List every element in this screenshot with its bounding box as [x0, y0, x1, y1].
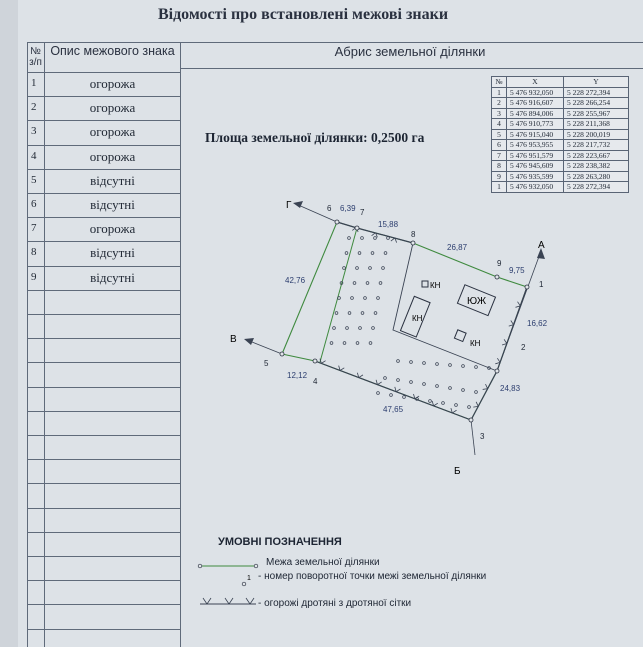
building-kn-small-label: КН	[470, 339, 481, 348]
coord-cell-y: 5 228 272,394	[564, 87, 629, 98]
legend-boundary-text: Межа земельної ділянки	[266, 557, 380, 568]
point-label-8: 8	[411, 230, 416, 239]
legend-boundary-point-left	[198, 564, 202, 568]
tree-dot	[353, 282, 356, 285]
direction-line-b	[471, 420, 475, 455]
direction-arrow-v	[244, 338, 254, 345]
fence-tick	[485, 384, 487, 389]
coord-cell-n: 5	[492, 129, 507, 140]
fence-tick	[340, 368, 344, 371]
tree-dot	[377, 297, 380, 300]
row-number: 4	[31, 149, 37, 162]
row-number: 3	[31, 125, 37, 138]
coord-cell-n: 2	[492, 98, 507, 109]
turning-point-2	[495, 369, 499, 373]
fence-line-north	[337, 222, 413, 243]
tree-dot	[348, 312, 351, 315]
coord-cell-y: 5 228 238,382	[564, 161, 629, 172]
legend-title: УМОВНІ ПОЗНАЧЕННЯ	[218, 536, 342, 548]
point-label-2: 2	[521, 343, 526, 352]
inner-fence-west	[393, 243, 497, 371]
turning-point-4	[313, 359, 317, 363]
tree-dot	[343, 267, 346, 270]
fence-tick	[396, 389, 400, 392]
direction-v: В	[230, 334, 237, 345]
tree-dot	[436, 385, 439, 388]
tree-dot	[455, 404, 458, 407]
coord-header-number: №	[492, 77, 507, 88]
fence-tick	[518, 302, 521, 306]
header-number: № з/п	[29, 46, 42, 68]
coord-cell-x: 5 476 951,579	[507, 150, 564, 161]
coord-cell-n: 7	[492, 150, 507, 161]
tree-dot	[343, 342, 346, 345]
fence-tick	[497, 358, 500, 362]
tree-dot	[359, 327, 362, 330]
row-number: 5	[31, 173, 37, 186]
tree-dot	[410, 381, 413, 384]
tree-dot	[436, 363, 439, 366]
tree-dot	[410, 361, 413, 364]
length-6-7: 6,39	[340, 204, 356, 213]
turning-point-6	[335, 220, 339, 224]
point-label-5: 5	[264, 359, 269, 368]
row-number: 9	[31, 270, 37, 283]
tree-dot	[442, 402, 445, 405]
row-number: 6	[31, 198, 37, 210]
row-description: відсутні	[90, 172, 135, 188]
row-description: відсутні	[90, 245, 135, 261]
tree-dot	[423, 383, 426, 386]
coord-cell-x: 5 476 935,599	[507, 171, 564, 182]
coord-cell-x: 5 476 915,040	[507, 129, 564, 140]
row-number: 2	[31, 101, 37, 114]
tree-dot	[397, 379, 400, 382]
legend-point-sample: 1	[247, 575, 251, 582]
direction-arrow-g	[293, 201, 303, 208]
coord-cell-y: 5 228 211,368	[564, 119, 629, 130]
tree-dot	[423, 362, 426, 365]
tree-dot	[449, 364, 452, 367]
tree-dot	[397, 360, 400, 363]
coord-cell-y: 5 228 263,280	[564, 171, 629, 182]
tree-dot	[351, 297, 354, 300]
point-label-9: 9	[497, 259, 502, 268]
tree-dot	[356, 342, 359, 345]
fence-tick	[372, 233, 376, 236]
tree-dot	[384, 252, 387, 255]
tree-dot	[358, 252, 361, 255]
length-4-5: 12,12	[287, 371, 308, 380]
turning-point-7	[355, 226, 359, 230]
fence-tick	[504, 339, 507, 343]
tree-dot	[369, 342, 372, 345]
row-description: огорожа	[89, 76, 136, 91]
length-1-2: 16,62	[527, 319, 548, 328]
coord-cell-y: 5 228 200,019	[564, 129, 629, 140]
header-abris: Абрис земельної ділянки	[334, 44, 486, 59]
point-label-1: 1	[539, 280, 544, 289]
building-kn-well-label: КН	[430, 281, 441, 290]
turning-point-9	[495, 275, 499, 279]
point-label-4: 4	[313, 377, 318, 386]
tree-dot	[379, 282, 382, 285]
tree-dot	[429, 400, 432, 403]
row-description: огорожа	[89, 124, 136, 140]
tree-dot	[372, 327, 375, 330]
coord-cell-y: 5 228 272,394	[564, 182, 629, 193]
fence-tick	[359, 375, 363, 378]
page-title: Відомості про встановлені межові знаки	[157, 6, 449, 23]
tree-dot	[475, 366, 478, 369]
fence-tick	[511, 320, 514, 324]
fence-tick	[391, 238, 395, 241]
coord-cell-n: 3	[492, 108, 507, 119]
row-description: огорожа	[89, 148, 136, 164]
tree-dot	[462, 389, 465, 392]
turning-point-1	[525, 285, 529, 289]
tree-dot	[449, 387, 452, 390]
fence-tick	[321, 361, 325, 364]
row-number: 8	[31, 246, 37, 259]
legend-point-symbol	[242, 582, 246, 586]
coord-cell-x: 5 476 916,607	[507, 98, 564, 109]
turning-point-8	[411, 241, 415, 245]
row-description: огорожа	[89, 100, 136, 116]
coord-cell-n: 1	[492, 87, 507, 98]
turning-point-5	[280, 352, 284, 356]
coord-cell-x: 5 476 910,773	[507, 119, 564, 130]
fence-tick	[434, 403, 438, 406]
row-description: відсутні	[90, 197, 135, 212]
tree-dot	[335, 312, 338, 315]
direction-b: Б	[454, 466, 461, 477]
turning-point-3	[469, 418, 473, 422]
length-2-3: 24,83	[500, 384, 521, 393]
building-kn-well	[422, 281, 428, 287]
tree-dot	[366, 282, 369, 285]
orchard-dots	[330, 237, 490, 409]
tree-dot	[374, 312, 377, 315]
length-3-4: 47,65	[383, 405, 404, 414]
coord-header-x: X	[507, 77, 564, 88]
tree-dot	[374, 237, 377, 240]
tree-dot	[345, 252, 348, 255]
coord-cell-y: 5 228 223,667	[564, 150, 629, 161]
direction-line-v	[247, 340, 282, 354]
coord-cell-x: 5 476 945,609	[507, 161, 564, 172]
coord-cell-y: 5 228 217,732	[564, 140, 629, 151]
coord-cell-x: 5 476 932,050	[507, 182, 564, 193]
direction-g: Г	[286, 200, 292, 211]
coord-cell-y: 5 228 255,967	[564, 108, 629, 119]
tree-dot	[364, 297, 367, 300]
area-label: Площа земельної ділянки: 0,2500 га	[205, 130, 425, 145]
length-5-6: 42,76	[285, 276, 306, 285]
tree-dot	[462, 365, 465, 368]
coord-cell-n: 6	[492, 140, 507, 151]
tree-dot	[371, 252, 374, 255]
building-kn-main-label: КН	[412, 314, 423, 323]
point-label-3: 3	[480, 432, 485, 441]
tree-dot	[348, 237, 351, 240]
header-description: Опис межового знака	[50, 44, 175, 58]
tree-dot	[384, 377, 387, 380]
direction-a: А	[538, 240, 545, 251]
row-description: відсутні	[90, 269, 135, 285]
fence-tick	[377, 382, 381, 385]
coord-cell-x: 5 476 932,050	[507, 87, 564, 98]
tree-dot	[356, 267, 359, 270]
legend-fence-ticks	[203, 598, 254, 604]
coord-cell-x: 5 476 894,006	[507, 108, 564, 119]
tree-dot	[468, 406, 471, 409]
building-yuzh-label: ЮЖ	[467, 296, 487, 307]
coord-cell-n: 9	[492, 171, 507, 182]
tree-dot	[387, 237, 390, 240]
tree-dot	[377, 392, 380, 395]
length-9-1: 9,75	[509, 266, 525, 275]
tree-dot	[361, 237, 364, 240]
building-kn-small	[454, 330, 466, 342]
length-7-8: 15,88	[378, 220, 399, 229]
tree-dot	[390, 394, 393, 397]
tree-dot	[333, 327, 336, 330]
fence-tick	[476, 402, 478, 407]
coord-header-y: Y	[564, 77, 629, 88]
coord-cell-n: 8	[492, 161, 507, 172]
legend-fence-text: - огорожі дротяні з дротяної сітки	[258, 598, 412, 609]
tree-dot	[330, 342, 333, 345]
fence-tick	[452, 410, 456, 413]
row-number: 7	[31, 222, 37, 235]
point-label-7: 7	[360, 208, 365, 217]
point-label-6: 6	[327, 204, 332, 213]
tree-dot	[475, 391, 478, 394]
length-8-9: 26,87	[447, 243, 468, 252]
row-number: 1	[31, 77, 37, 89]
coord-cell-n: 4	[492, 119, 507, 130]
legend-boundary-point-right	[254, 564, 258, 568]
tree-dot	[346, 327, 349, 330]
tree-dot	[361, 312, 364, 315]
row-description: огорожа	[89, 221, 136, 237]
tree-dot	[369, 267, 372, 270]
tree-dot	[403, 396, 406, 399]
legend-point-text: - номер поворотної точки межі земельної ділянки	[258, 571, 487, 582]
tree-dot	[382, 267, 385, 270]
coord-cell-n: 1	[492, 182, 507, 193]
coord-cell-y: 5 228 266,254	[564, 98, 629, 109]
coord-cell-x: 5 476 953,955	[507, 140, 564, 151]
